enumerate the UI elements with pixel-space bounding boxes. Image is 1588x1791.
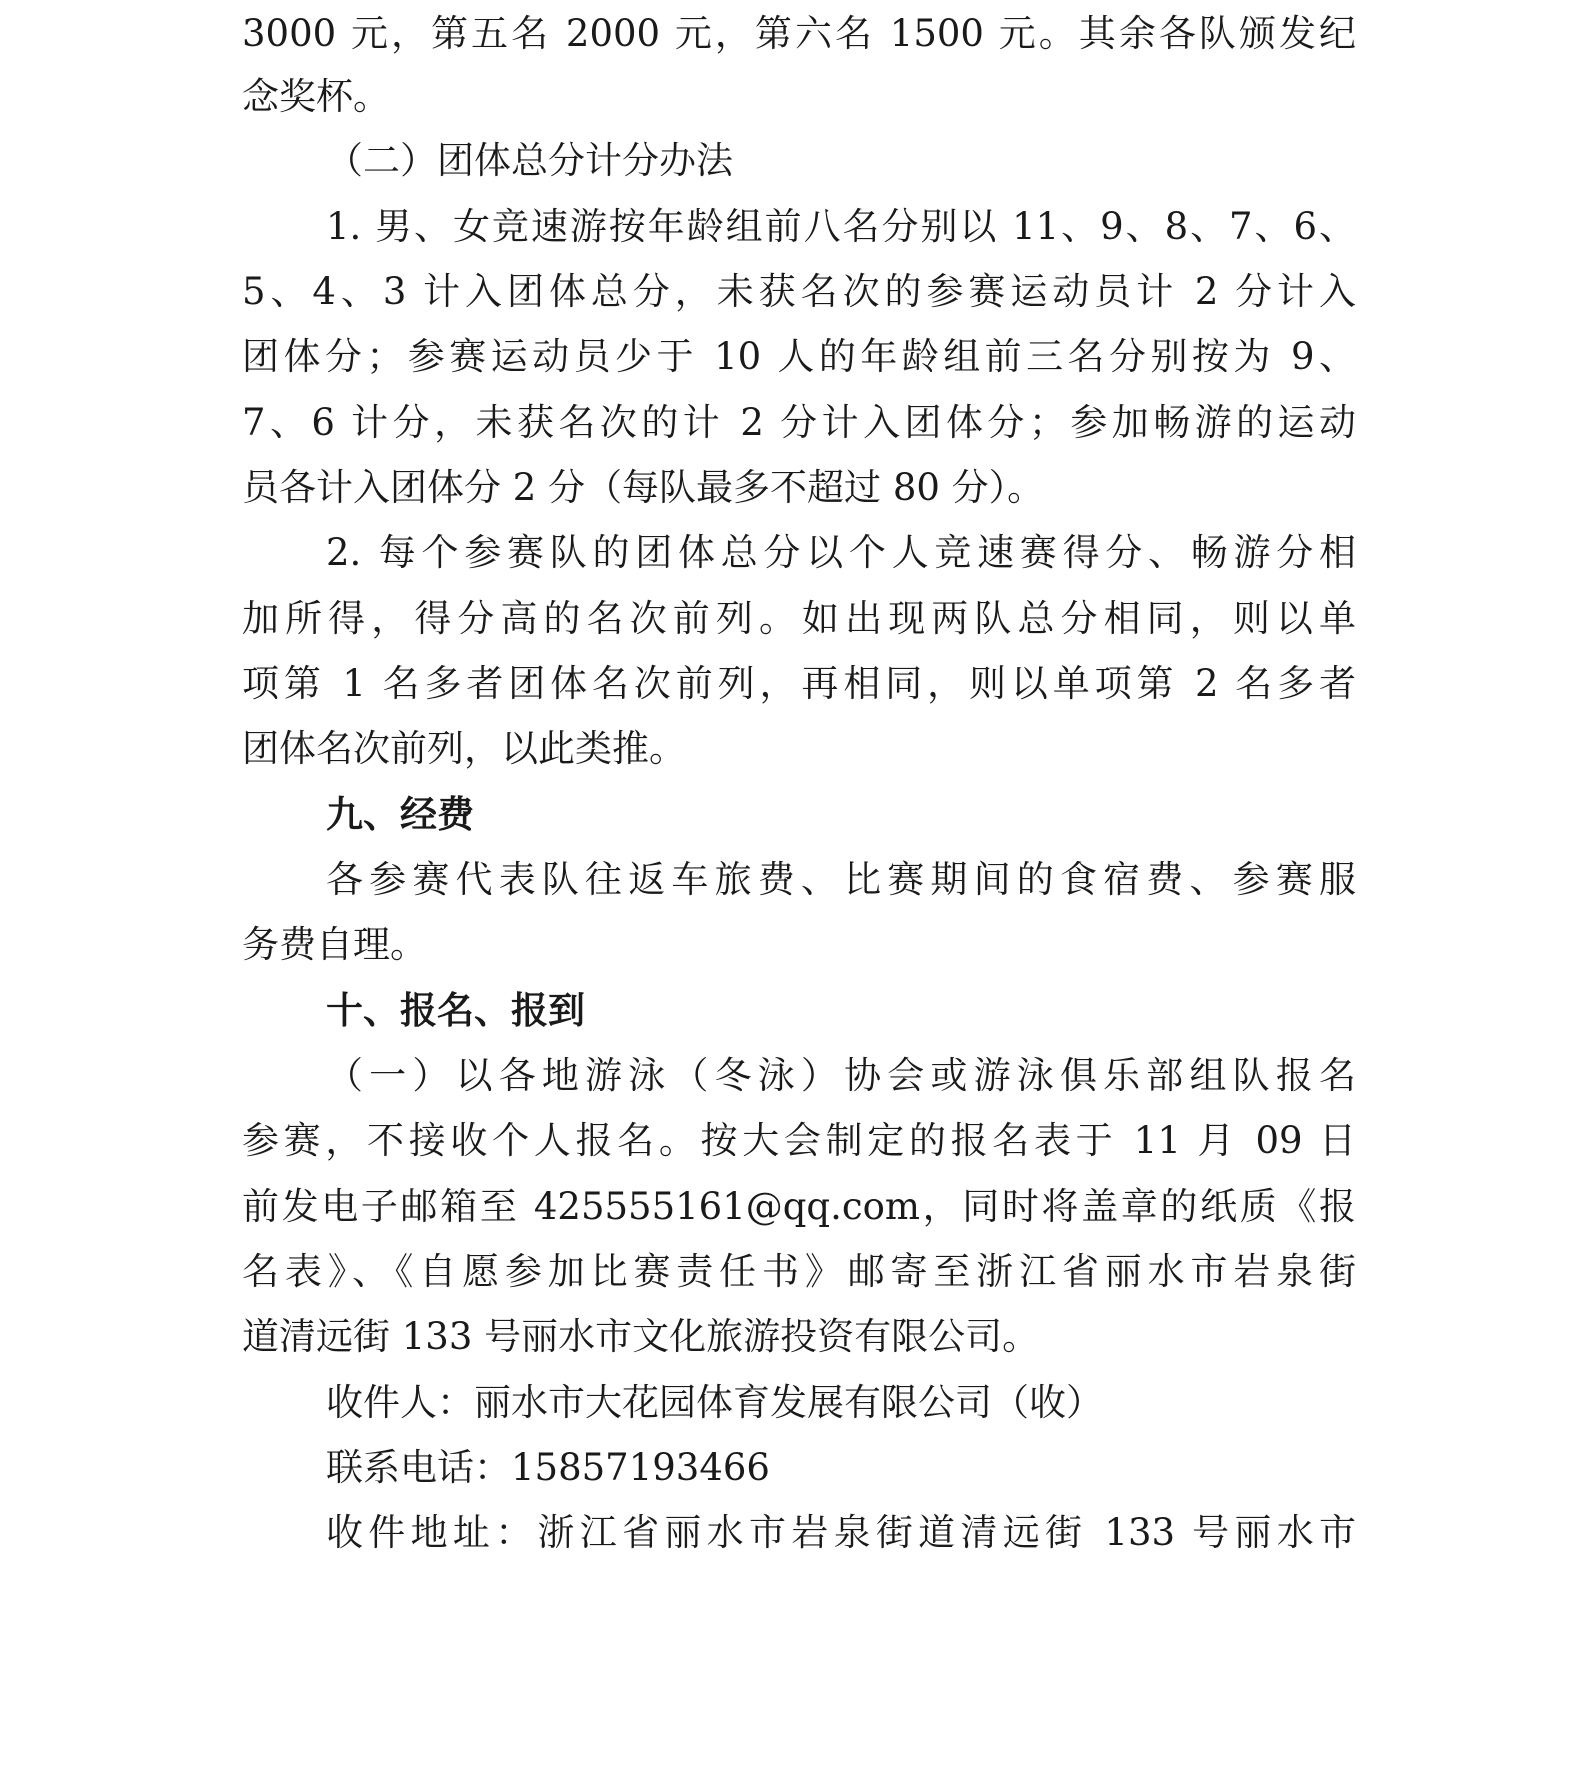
text-line: 名表》、《自愿参加比赛责任书》邮寄至浙江省丽水市岩泉街 (242, 1250, 1356, 1293)
text-line: 团体名次前列，以此类推。 (242, 727, 686, 770)
text-line: 念奖杯。 (242, 75, 390, 118)
text-line: 2. 每个参赛队的团体总分以个人竞速赛得分、畅游分相 (326, 531, 1356, 574)
text-line: 7、6 计分，未获名次的计 2 分计入团体分；参加畅游的运动 (242, 401, 1356, 444)
text-line: （一）以各地游泳（冬泳）协会或游泳俱乐部组队报名 (326, 1054, 1356, 1097)
text-line: 务费自理。 (242, 923, 427, 966)
text-line: 员各计入团体分 2 分（每队最多不超过 80 分）。 (242, 466, 1045, 509)
section-subheading: （二）团体总分计分办法 (326, 139, 733, 182)
recipient-line: 收件人：丽水市大花园体育发展有限公司（收） (326, 1381, 1103, 1424)
text-line: 前发电子邮箱至 425555161@qq.com，同时将盖章的纸质《报 (242, 1185, 1356, 1228)
text-line: 3000 元，第五名 2000 元，第六名 1500 元。其余各队颁发纪 (242, 12, 1356, 55)
text-line: 各参赛代表队往返车旅费、比赛期间的食宿费、参赛服 (326, 858, 1356, 901)
contact-phone-line: 联系电话：15857193466 (326, 1446, 770, 1489)
text-line: 道清远街 133 号丽水市文化旅游投资有限公司。 (242, 1315, 1040, 1358)
address-line: 收件地址：浙江省丽水市岩泉街道清远街 133 号丽水市 (326, 1511, 1356, 1554)
text-line: 团体分；参赛运动员少于 10 人的年龄组前三名分别按为 9、 (242, 335, 1356, 378)
text-line: 5、4、3 计入团体总分，未获名次的参赛运动员计 2 分计入 (242, 270, 1356, 313)
text-line: 项第 1 名多者团体名次前列，再相同，则以单项第 2 名多者 (242, 662, 1356, 705)
text-line: 加所得，得分高的名次前列。如出现两队总分相同，则以单 (242, 597, 1356, 640)
section-heading: 十、报名、报到 (326, 989, 585, 1032)
section-heading: 九、经费 (326, 793, 474, 836)
document-page (242, 0, 1356, 1791)
text-line: 参赛，不接收个人报名。按大会制定的报名表于 11 月 09 日 (242, 1119, 1356, 1162)
text-line: 1. 男、女竞速游按年龄组前八名分别以 11、9、8、7、6、 (326, 205, 1356, 248)
